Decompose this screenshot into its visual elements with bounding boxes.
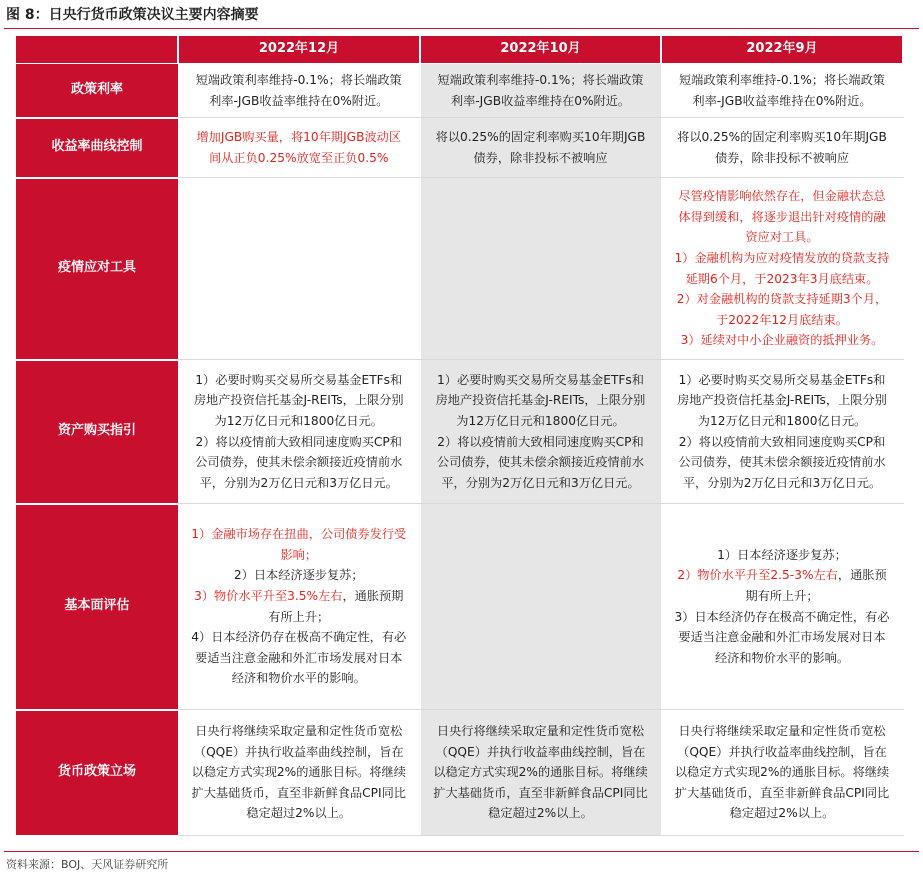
cell-line [182, 586, 416, 607]
cell-fundamentals-dec [178, 504, 420, 710]
column-header-dec: 2022年12月 [178, 36, 420, 64]
cell-line: 平，分别为2万亿日元和3万亿日元。 [441, 475, 640, 490]
cell-line: 稳定超过2%以上。 [729, 806, 835, 821]
cell-line: 1）必要时购买交易所交易基金ETFs和 [437, 372, 644, 387]
cell-line: 平，分别为2万亿日元和3万亿日元。 [199, 475, 398, 490]
row-label-fundamentals: 基本面评估 [16, 504, 178, 710]
cell-line: 增加JGB购买量，将10年期JGB波动区 [196, 129, 402, 144]
title-divider [4, 28, 919, 29]
cell-line: 债券，除非投标不被响应 [473, 150, 608, 165]
cell-line: 日央行将继续采取定量和定性货币宽松 [436, 724, 645, 739]
cell-line: 1）金融市场存在扭曲，公司债券发行受 [191, 527, 407, 542]
cell-line: 为12万亿日元和1800亿日元。 [697, 413, 867, 428]
cell-covid-oct [420, 178, 661, 360]
cell-line: 2）对金融机构的贷款支持延期3个月， [676, 292, 888, 307]
cell-line: 利率-JGB收益率维持在0%附近。 [209, 93, 389, 108]
cell-line: 2）将以疫情前大致相同速度购买CP和 [678, 434, 886, 449]
cell-line: 要适当注意金融和外汇市场发展对日本 [678, 630, 886, 645]
cell-policy-rate-sep [661, 64, 903, 118]
cell-line: 间从正负0.25%放宽至正负0.5% [209, 150, 389, 165]
cell-line: 2）日本经济逐步复苏； [233, 568, 364, 583]
cell-line: 3）延续对中小企业融资的抵押业务。 [680, 333, 884, 348]
cell-line: 将以0.25%的固定利率购买10年期JGB [435, 129, 646, 144]
cell-line: 日央行将继续采取定量和定性货币宽松 [678, 724, 886, 739]
cell-ycc-sep [661, 118, 903, 178]
cell-line: 延期6个月，于2023年3月底结束。 [685, 271, 879, 286]
header-row [16, 36, 903, 64]
cell-line: 短端政策利率维持-0.1%；将长端政策 [679, 72, 885, 87]
cell-line: 公司债券，使其未偿余额接近疫情前水 [436, 455, 645, 470]
cell-line: （QQE）并执行收益率曲线控制，旨在 [435, 744, 646, 759]
cell-stance-sep [661, 710, 903, 836]
table-row-asset-purchase [16, 360, 903, 504]
row-label-covid: 疫情应对工具 [16, 178, 178, 360]
highlight-text: 2）物价水平升至2.5-3%左右 [677, 568, 838, 583]
cell-line: 平，分别为2万亿日元和3万亿日元。 [682, 475, 882, 490]
cell-line: 扩大基础货币，直至非新鲜食品CPI同比 [191, 785, 406, 800]
cell-line: 将以0.25%的固定利率购买10年期JGB [677, 129, 887, 144]
figure-title: 图 8：日央行货币政策决议主要内容摘要 [6, 7, 259, 23]
cell-policy-rate-oct [420, 64, 661, 118]
cell-text: ，通胀预期 [342, 588, 404, 603]
cell-line: 1）必要时购买交易所交易基金ETFs和 [678, 372, 886, 387]
cell-line: 期有所上升； [745, 588, 819, 603]
cell-line: 为12万亿日元和1800亿日元。 [214, 413, 383, 428]
cell-asset-oct [420, 360, 661, 504]
cell-line: 扩大基础货币，直至非新鲜食品CPI同比 [674, 785, 890, 800]
table-row-policy-rate [16, 64, 903, 118]
header-corner [16, 36, 178, 64]
cell-line: 公司债券，使其未偿余额接近疫情前水 [195, 455, 403, 470]
cell-line: 经济和物价水平的影响。 [231, 671, 366, 686]
table-row-ycc [16, 118, 903, 178]
row-label-asset-purchase: 资产购买指引 [16, 360, 178, 504]
cell-line: 房地产投资信托基金J-REITs，上限分别 [677, 393, 887, 408]
row-label-policy-rate: 政策利率 [16, 64, 178, 118]
cell-covid-dec [178, 178, 420, 360]
cell-stance-oct [420, 710, 661, 836]
cell-stance-dec [178, 710, 420, 836]
cell-line: 公司债券，使其未偿余额接近疫情前水 [678, 455, 886, 470]
policy-comparison-table [16, 36, 904, 837]
cell-line: 短端政策利率维持-0.1%；将长端政策 [437, 72, 644, 87]
cell-line: 4）日本经济仍存在极高不确定性，有必 [191, 630, 407, 645]
column-header-sep: 2022年9月 [661, 36, 903, 64]
cell-line: 1）日本经济逐步复苏； [717, 547, 847, 562]
cell-text: ，通胀预 [837, 568, 887, 583]
cell-line: 为12万亿日元和1800亿日元。 [456, 413, 625, 428]
source-divider [4, 851, 919, 852]
cell-line: 稳定超过2%以上。 [488, 806, 593, 821]
cell-line: 日央行将继续采取定量和定性货币宽松 [195, 724, 403, 739]
cell-line: 房地产投资信托基金J-REITs，上限分别 [435, 393, 646, 408]
cell-line: 以稳定方式实现2%的通胀目标。将继续 [674, 765, 890, 780]
cell-line: 要适当注意金融和外汇市场发展对日本 [195, 650, 403, 665]
cell-fundamentals-oct [420, 504, 661, 710]
cell-line: 稳定超过2%以上。 [246, 806, 352, 821]
cell-line: 经济和物价水平的影响。 [714, 650, 850, 665]
cell-line: （QQE）并执行收益率曲线控制，旨在 [193, 744, 404, 759]
table-row-covid [16, 178, 903, 360]
cell-line [666, 565, 899, 586]
cell-line: 2）将以疫情前大致相同速度购买CP和 [195, 434, 402, 449]
cell-line: 1）金融机构为应对疫情发放的贷款支持 [674, 250, 890, 265]
table-row-fundamentals [16, 504, 903, 710]
cell-line: 以稳定方式实现2%的通胀目标。将继续 [433, 765, 648, 780]
table-row-stance [16, 710, 903, 836]
cell-line: 影响； [280, 547, 318, 562]
cell-line: 3）日本经济仍存在极高不确定性，有必 [674, 609, 890, 624]
cell-line: 扩大基础货币，直至非新鲜食品CPI同比 [433, 785, 648, 800]
cell-line: 体得到缓和，将逐步退出针对疫情的融 [678, 209, 886, 224]
cell-line: 尽管疫情影响依然存在，但金融状态总 [678, 189, 886, 204]
cell-line: 利率-JGB收益率维持在0%附近。 [692, 93, 872, 108]
cell-line: 以稳定方式实现2%的通胀目标。将继续 [191, 765, 406, 780]
cell-line: 利率-JGB收益率维持在0%附近。 [450, 93, 631, 108]
cell-asset-sep [661, 360, 903, 504]
row-label-ycc: 收益率曲线控制 [16, 118, 178, 178]
cell-line: 2）将以疫情前大致相同速度购买CP和 [437, 434, 644, 449]
cell-line: 有所上升； [268, 609, 330, 624]
highlight-text: 3）物价水平升至3.5%左右 [194, 588, 343, 603]
row-label-stance: 货币政策立场 [16, 710, 178, 836]
cell-line: 1）必要时购买交易所交易基金ETFs和 [195, 372, 403, 387]
cell-policy-rate-dec [178, 64, 420, 118]
cell-line: （QQE）并执行收益率曲线控制，旨在 [677, 744, 887, 759]
cell-line: 于2022年12月底结束。 [716, 312, 848, 327]
cell-fundamentals-sep [661, 504, 903, 710]
source-note: 资料来源：BOJ、天风证券研究所 [6, 858, 169, 871]
column-header-oct: 2022年10月 [420, 36, 661, 64]
cell-line: 短端政策利率维持-0.1%；将长端政策 [195, 72, 402, 87]
cell-line: 资应对工具。 [745, 230, 819, 245]
cell-line: 债券，除非投标不被响应 [714, 150, 850, 165]
cell-ycc-oct [420, 118, 661, 178]
cell-ycc-dec [178, 118, 420, 178]
cell-line: 房地产投资信托基金J-REITs，上限分别 [193, 393, 404, 408]
cell-asset-dec [178, 360, 420, 504]
cell-covid-sep [661, 178, 903, 360]
